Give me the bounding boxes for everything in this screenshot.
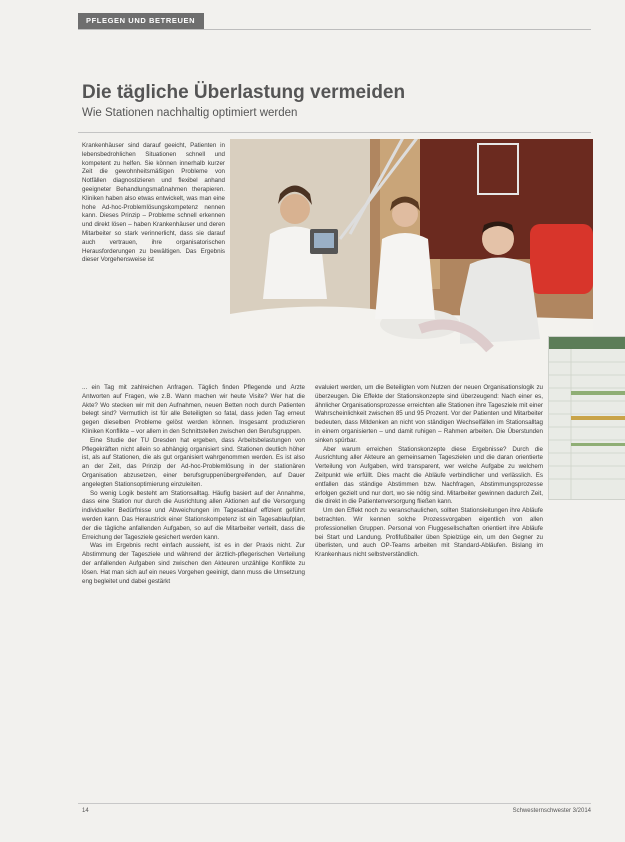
body-column-2 bbox=[82, 384, 305, 820]
paragraph: Aber warum erreichen Stationskonzepte diese Ergebnisse? Durch die Ausrichtung aller Akteure an gemeinsamen Tageszielen und die daran orientierte Verteilung von Aufgaben, wird transparent, wer welche Aufgabe zu welchem Zeitpunkt wie erfüllt. Dies macht die Abläufe verbindlicher und verlässlich. Es entfallen das ständige Abstimmen bzw. Nachfragen, Abstimmungsprozesse erfolgen gezielt und nur dort, wo sie nötig sind. Mitarbeiter gewinnen dadurch Zeit, die direkt in die Patientenversorgung fließen kann. bbox=[315, 445, 543, 506]
page-number: 14 bbox=[82, 808, 89, 814]
green-chart-table-icon bbox=[548, 336, 625, 500]
section-label: PFLEGEN UND BETREUEN bbox=[78, 13, 204, 29]
header-rule bbox=[78, 29, 591, 30]
nurses-with-patient-photo bbox=[230, 139, 593, 382]
title-rule bbox=[78, 132, 591, 133]
paragraph: Um den Effekt noch zu veranschaulichen, sollten Stationsleitungen ihre Abläufe betrachten. Wir kennen solche Prozessvorgaben eigentlich von allen professionellen Gruppen. Personal von Fluggesellschaften orientiert ihre Abläufe bei Start und Landung. Profifußballer üben Spielzüge ein, um den Gegner zu überlisten, und auch OP-Teams arbeiten mit Standard-Abläufen. Bislang im Krankenhaus nicht selbstverständlich. bbox=[315, 507, 543, 559]
paragraph: ... ein Tag mit zahlreichen Anfragen. Täglich finden Pflegende und Ärzte Antworten auf Fragen, wie z.B. Wann machen wir heute Visite? Wer hat die Akte? Wo stecken wir mit den Aufnahmen, neuen Betten noch durch Patienten belegt sind? Vermutlich ist für alle Beteiligten so fatal, dass jeden Tag erneut gegen dieselben Probleme gelöst werden können. Insgesamt produzieren Kliniken Konflikte – vor allem in den Schnittstellen zwischen den Berufsgruppen. bbox=[82, 384, 305, 435]
body-column-1 bbox=[82, 142, 225, 392]
footer-rule bbox=[78, 803, 591, 804]
paragraph: evaluiert werden, um die Beteiligten vom Nutzen der neuen Organisationslogik zu überzeugen. Die Effekte der Stationskonzepte sind überzeugend: Nach einer es, ähnlicher Organisationsprozesse erreichten alle Stationen ihre Tagesziele mit einer Wahrscheinlichkeit zwischen 85 und 95 Prozent. Vor der Patienten und Mitarbeiter bedeuten, dass Mitdenken an nicht von ständigen Wechselfällen im Stationsalltag in einem organisierten – und damit ruhigen – Rahmen arbeiten. Die Überstunden sinken spürbar. bbox=[315, 384, 543, 444]
photo-illustration bbox=[230, 139, 593, 382]
article-subtitle: Wie Stationen nachhaltig optimiert werden bbox=[82, 107, 298, 119]
paragraph: Was im Ergebnis recht einfach aussieht, ist es in der Praxis nicht. Zur Abstimmung der Tagesziele und während der ärztlich-pflegerischen Verteilung der anfallenden Aufgaben sind zwischen den Akteuren unzählige Konflikte zu lösen. Hat man sich auf ein neues Vorgehen geeinigt, dann muss die Umsetzung eng begleitet und dabei gestärkt bbox=[82, 542, 305, 585]
journal-name: Schwesternschwester 3/2014 bbox=[512, 808, 591, 814]
article-title: Die tägliche Überlastung vermeiden bbox=[82, 82, 406, 103]
sidebox-graphic bbox=[549, 337, 625, 499]
paragraph: Eine Studie der TU Dresden hat ergeben, dass Arbeitsbelastungen von Pflegekräften nicht allein so abhängig organisiert sind. Stationen deutlich höher ist, als auf Stationen, die als gut organisiert wahrgenommen werden. Es ist also an der Zeit, das Prinzip der Ad-hoc-Problemlösung in der stationären Organisation abzusetzen, einer berufsgruppenübergreifenden, auf Dauer angelegten Stationsoptimierung einzuleiten. bbox=[82, 436, 305, 488]
body-column-3 bbox=[315, 384, 543, 820]
paragraph: Krankenhäuser sind darauf geeicht, Patienten in lebensbedrohlichen Situationen schnell und kompetent zu helfen. Sie können innerhalb kurzer Zeit die gewohnheitsmäßigen Probleme von Notfällen diagnostizieren und flexibel anhand geeigneter Behandlungsmaßnahmen therapieren. Kliniken haben also etwas entwickelt, was man eine hohe Ad-hoc-Problemlösungskompetenz nennen kann. Dieses Prinzip – Probleme schnell erkennen und direkt lösen – haben Krankenhäuser und deren Mitarbeiter so stark verinnerlicht, dass sie darauf auch vertrauen, ihre organisatorischen Herausforderungen zu bewältigen. Das Ergebnis dieser Vorgehensweise ist bbox=[82, 142, 225, 264]
paragraph: So wenig Logik besteht am Stationsalltag. Häufig basiert auf der Annahme, dass eine Station nur durch die Ausrichtung allen Aktionen auf die Versorgung individueller Bedürfnisse und Abweichungen im Tagesablauf effizient geführt werden kann. Das Heraustrick einer Stationskompetenz ist ein Tagesablaufplan, der die tägliche anfallenden Aufgaben, so auf die Mitarbeiter verteilt, dass die Erreichung der Tagesziele gesichert werden kann. bbox=[82, 489, 305, 541]
